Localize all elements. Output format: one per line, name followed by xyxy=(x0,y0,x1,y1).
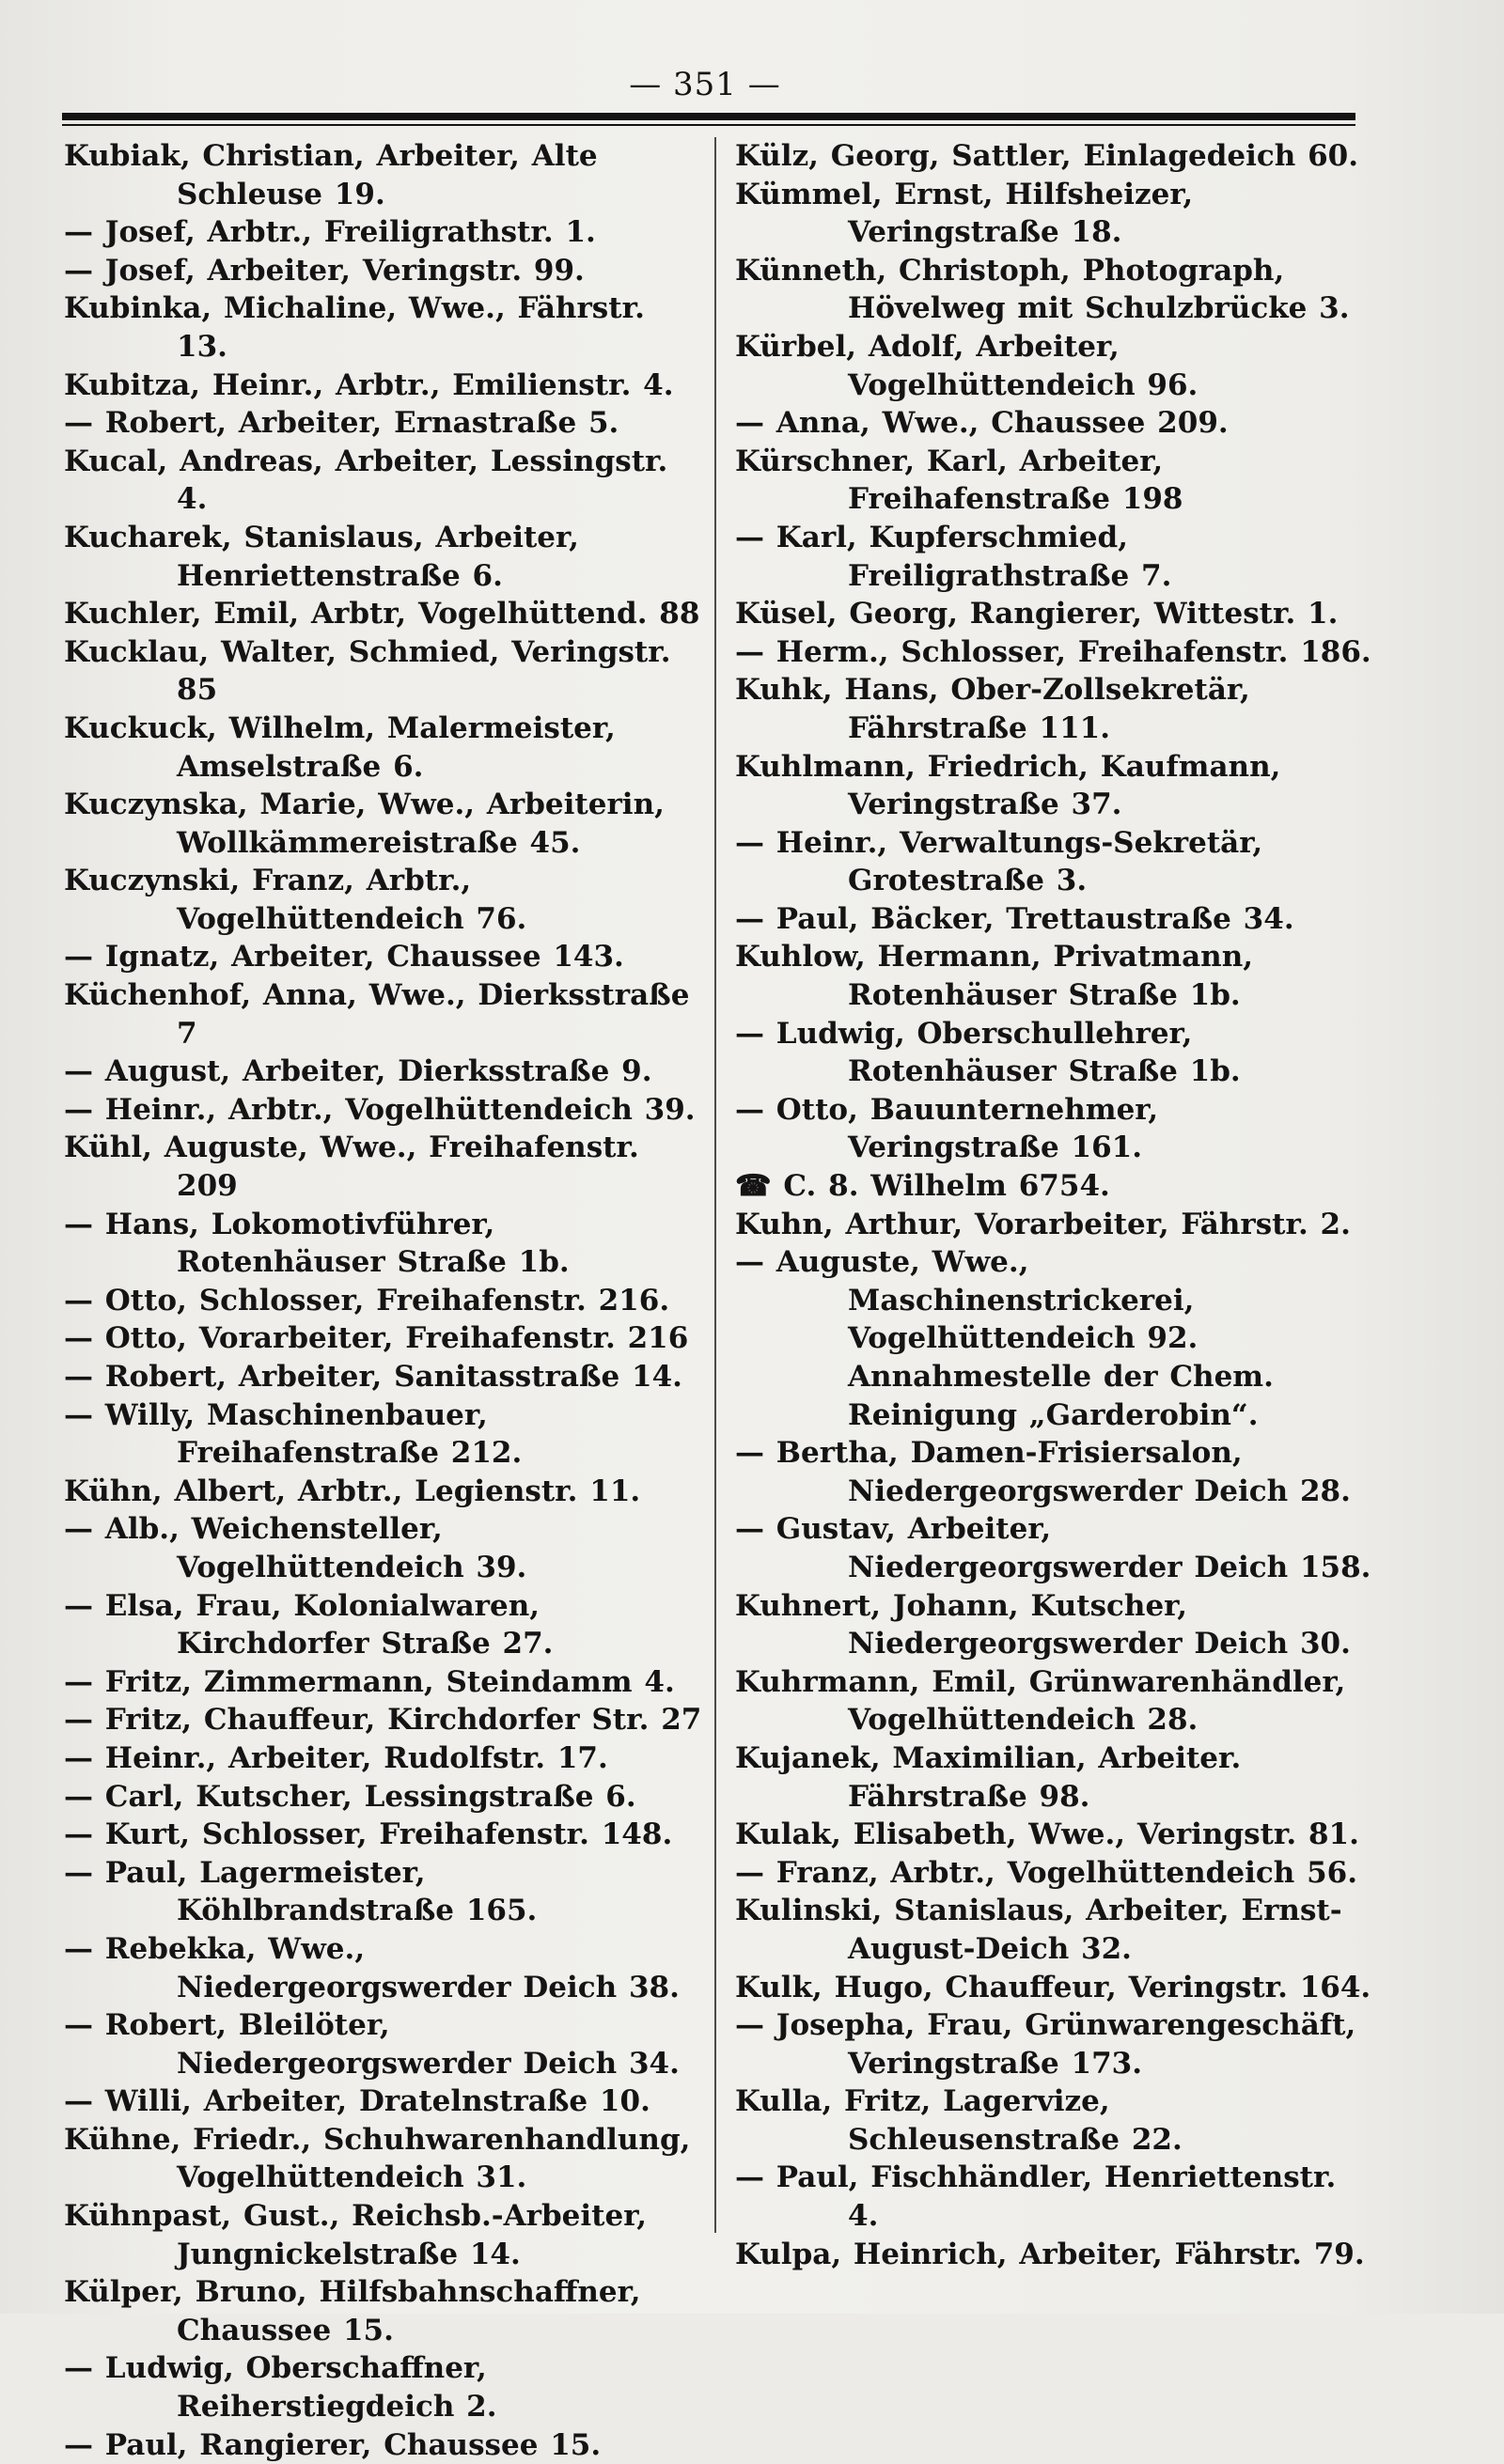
directory-entry: Kujanek, Maximilian, Arbeiter. Fährstraße 98. xyxy=(735,1740,1242,1814)
directory-entry: — Elsa, Frau, Kolonialwaren, Kirchdorfer Straße 27. xyxy=(64,1588,554,1661)
directory-entry: — Gustav, Arbeiter, Niedergeorgswerder Deich 158. xyxy=(735,1512,1371,1584)
directory-entry: Külper, Bruno, Hilfsbahnschaffner, Chaussee 15. xyxy=(64,2275,641,2347)
directory-entry: Küchenhof, Anna, Wwe., Dierksstraße 7 xyxy=(64,978,690,1051)
directory-entry: — Karl, Kupferschmied, Freiligrathstraße 7. xyxy=(735,520,1172,593)
directory-entry: Kulinski, Stanislaus, Arbeiter, Ernst-August-Deich 32. xyxy=(735,1894,1342,1966)
directory-entry: Kuhn, Arthur, Vorarbeiter, Fährstr. 2. xyxy=(735,1207,1351,1241)
directory-entry: — Alb., Weichensteller, Vogelhüttendeich 39. xyxy=(64,1512,527,1584)
directory-entry: Kuckuck, Wilhelm, Malermeister, Amselstraße 6. xyxy=(64,710,616,784)
directory-entry: Kühn, Albert, Arbtr., Legienstr. 11. xyxy=(64,1474,641,1508)
directory-entry: — Hans, Lokomotivführer, Rotenhäuser Straße 1b. xyxy=(64,1207,570,1280)
directory-entry: — Josepha, Frau, Grünwarengeschäft, Veringstraße 173. xyxy=(735,2008,1356,2081)
directory-entry: Kühne, Friedr., Schuhwarenhandlung, Vogelhüttendeich 31. xyxy=(64,2122,691,2195)
directory-entry: Kühl, Auguste, Wwe., Freihafenstr. 209 xyxy=(64,1131,639,1204)
directory-entry: Kulpa, Heinrich, Arbeiter, Fährstr. 79. xyxy=(735,2237,1365,2271)
directory-entry: Kuczynska, Marie, Wwe., Arbeiterin, Wollkämmereistraße 45. xyxy=(64,788,665,860)
directory-entry: Külz, Georg, Sattler, Einlagedeich 60. xyxy=(735,139,1359,173)
directory-entry: — Otto, Bauunternehmer, Veringstraße 161. xyxy=(735,1092,1159,1165)
directory-entry: Kubitza, Heinr., Arbtr., Emilienstr. 4. xyxy=(64,367,674,402)
directory-entry: — Ignatz, Arbeiter, Chaussee 143. xyxy=(64,940,624,975)
directory-entry: — Paul, Fischhändler, Henriettenstr. 4. xyxy=(735,2160,1337,2234)
directory-entry: — Paul, Lagermeister, Köhlbrandstraße 165. xyxy=(64,1855,538,1928)
directory-entry: ☎ C. 8. Wilhelm 6754. xyxy=(735,1169,1110,1204)
directory-entry: — Robert, Arbeiter, Sanitasstraße 14. xyxy=(64,1360,682,1394)
directory-entry: Kulak, Elisabeth, Wwe., Veringstr. 81. xyxy=(735,1817,1359,1852)
directory-entry: — Paul, Bäcker, Trettaustraße 34. xyxy=(735,901,1294,936)
directory-entry: Kühnpast, Gust., Reichsb.-Arbeiter, Jungnickelstraße 14. xyxy=(64,2199,648,2271)
directory-entry: Kulk, Hugo, Chauffeur, Veringstr. 164. xyxy=(735,1970,1371,2004)
directory-entry: — Heinr., Arbtr., Vogelhüttendeich 39. xyxy=(64,1092,696,1127)
directory-entry: Kuhnert, Johann, Kutscher, Niedergeorgswerder Deich 30. xyxy=(735,1588,1351,1661)
directory-entry: — Willy, Maschinenbauer, Freihafenstraße 212. xyxy=(64,1397,523,1471)
directory-entry: — Ludwig, Oberschaffner, Reiherstiegdeich 2. xyxy=(64,2351,497,2425)
directory-entry: — Willi, Arbeiter, Dratelnstraße 10. xyxy=(64,2084,650,2119)
directory-entry: — August, Arbeiter, Dierksstraße 9. xyxy=(64,1054,652,1089)
directory-entry: Kuhk, Hans, Ober-Zollsekretär, Fährstraße 111. xyxy=(735,673,1250,745)
directory-entry: Kuchler, Emil, Arbtr, Vogelhüttend. 88 xyxy=(64,597,700,632)
directory-entry: — Josef, Arbeiter, Veringstr. 99. xyxy=(64,253,585,288)
left-column xyxy=(64,137,703,2464)
header-rule-thick xyxy=(62,113,1355,120)
directory-entry: — Bertha, Damen-Frisiersalon, Niedergeorgswerder Deich 28. xyxy=(735,1436,1351,1508)
page-number: — 351 — xyxy=(629,66,781,103)
directory-entry: Kucal, Andreas, Arbeiter, Lessingstr. 4. xyxy=(64,444,668,517)
directory-entry: — Herm., Schlosser, Freihafenstr. 186. xyxy=(735,634,1371,669)
directory-entry: — Fritz, Zimmermann, Steindamm 4. xyxy=(64,1664,675,1699)
directory-entry: — Carl, Kutscher, Lessingstraße 6. xyxy=(64,1779,636,1814)
directory-entry: — Paul, Rangierer, Chaussee 15. xyxy=(64,2427,602,2462)
directory-entry: — Josef, Arbtr., Freiligrathstr. 1. xyxy=(64,215,596,250)
directory-entry: Kubiak, Christian, Arbeiter, Alte Schleuse 19. xyxy=(64,139,598,211)
directory-entry: Kuhrmann, Emil, Grünwarenhändler, Vogelhüttendeich 28. xyxy=(735,1664,1346,1738)
directory-entry: Kuhlmann, Friedrich, Kaufmann, Veringstraße 37. xyxy=(735,749,1281,822)
directory-entry: — Auguste, Wwe., Maschinenstrickerei, Vogelhüttendeich 92. Annahmestelle der Chem. Reinigung „Garderobin“. xyxy=(735,1245,1274,1432)
directory-entry: — Kurt, Schlosser, Freihafenstr. 148. xyxy=(64,1817,673,1852)
directory-entry: Kümmel, Ernst, Hilfsheizer, Veringstraße 18. xyxy=(735,177,1194,250)
directory-entry: — Otto, Schlosser, Freihafenstr. 216. xyxy=(64,1283,670,1318)
directory-entry: Künneth, Christoph, Photograph, Hövelweg mit Schulzbrücke 3. xyxy=(735,253,1350,326)
directory-entry: Kucklau, Walter, Schmied, Veringstr. 85 xyxy=(64,634,671,708)
directory-entry: — Otto, Vorarbeiter, Freihafenstr. 216 xyxy=(64,1321,689,1356)
column-divider xyxy=(714,137,716,2233)
right-column xyxy=(735,137,1374,2273)
directory-entry: — Robert, Arbeiter, Ernastraße 5. xyxy=(64,406,619,441)
directory-entry: Kucharek, Stanislaus, Arbeiter, Henriettenstraße 6. xyxy=(64,520,579,593)
directory-entry: Kuhlow, Hermann, Privatmann, Rotenhäuser Straße 1b. xyxy=(735,940,1254,1013)
directory-entry: — Fritz, Chauffeur, Kirchdorfer Str. 27 xyxy=(64,1703,702,1738)
directory-entry: — Anna, Wwe., Chaussee 209. xyxy=(735,406,1229,441)
directory-entry: — Heinr., Arbeiter, Rudolfstr. 17. xyxy=(64,1740,608,1775)
directory-entry: — Ludwig, Oberschullehrer, Rotenhäuser Straße 1b. xyxy=(735,1016,1241,1089)
directory-entry: Kürschner, Karl, Arbeiter, Freihafenstraße 198 xyxy=(735,444,1183,517)
directory-entry: Kubinka, Michaline, Wwe., Fährstr. 13. xyxy=(64,291,645,364)
directory-entry: — Franz, Arbtr., Vogelhüttendeich 56. xyxy=(735,1855,1357,1890)
directory-entry: — Rebekka, Wwe., Niedergeorgswerder Deich 38. xyxy=(64,1931,680,2004)
directory-entry: Kuczynski, Franz, Arbtr., Vogelhüttendeich 76. xyxy=(64,864,527,936)
directory-entry: Kürbel, Adolf, Arbeiter, Vogelhüttendeich 96. xyxy=(735,329,1198,402)
directory-entry: Küsel, Georg, Rangierer, Wittestr. 1. xyxy=(735,597,1339,632)
header-rule-thin xyxy=(62,124,1355,126)
directory-entry: — Heinr., Verwaltungs-Sekretär, Grotestraße 3. xyxy=(735,825,1263,898)
directory-entry: Kulla, Fritz, Lagervize, Schleusenstraße 22. xyxy=(735,2084,1183,2157)
directory-entry: — Robert, Bleilöter, Niedergeorgswerder Deich 34. xyxy=(64,2008,680,2081)
